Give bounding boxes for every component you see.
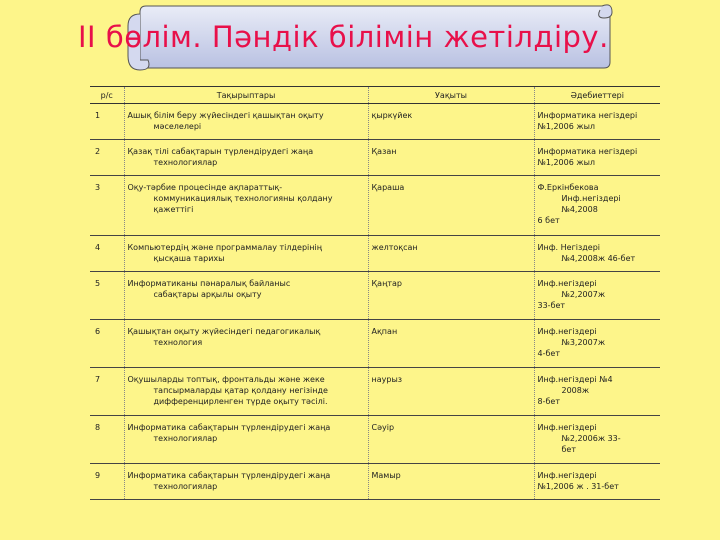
literature-line: Инф. Негіздері	[537, 243, 601, 252]
row-literature	[534, 464, 660, 500]
header-literature: Әдебиеттері	[534, 87, 660, 104]
literature-line: №1,2006 ж . 31-бет	[537, 482, 619, 491]
row-literature	[534, 272, 660, 320]
topic-line: Компьютердің және программалау тілдерінің	[127, 243, 322, 252]
row-topic	[124, 176, 368, 236]
table-header-row	[90, 87, 660, 104]
topic-line: қысқаша тарихы	[153, 254, 225, 263]
topic-line: сабақтары арқылы оқыту	[153, 290, 262, 299]
table-row	[90, 320, 660, 368]
literature-line: №2,2006ж 33-	[561, 434, 621, 443]
row-topic	[124, 272, 368, 320]
topic-line: қажеттігі	[153, 205, 194, 214]
row-number: 1	[90, 104, 124, 140]
table-row	[90, 368, 660, 416]
topic-line: мәселелері	[153, 122, 202, 131]
literature-line: №3,2007ж	[561, 338, 606, 347]
topic-line: технологиялар	[153, 482, 218, 491]
literature-line: №4,2008ж 46-бет	[561, 254, 636, 263]
literature-line: Инф.негіздері	[537, 279, 597, 288]
row-time: Мамыр	[368, 464, 534, 500]
literature-line: №2,2007ж	[561, 290, 606, 299]
topic-line: Информатика сабақтарын түрлендірудегі жаңа	[127, 423, 331, 432]
topic-line: Оқу-тәрбие процесінде ақпараттық-	[127, 183, 283, 192]
row-number: 2	[90, 140, 124, 176]
header-number: р/с	[90, 87, 124, 104]
row-number: 8	[90, 416, 124, 464]
row-topic	[124, 104, 368, 140]
table-row	[90, 272, 660, 320]
topic-line: Ашық білім беру жүйесіндегі қашықтан оқыту	[127, 111, 324, 120]
row-number: 6	[90, 320, 124, 368]
topic-line: технология	[153, 338, 203, 347]
row-number: 7	[90, 368, 124, 416]
row-literature	[534, 104, 660, 140]
literature-line: 6 бет	[537, 216, 560, 225]
row-time: Ақпан	[368, 320, 534, 368]
topic-line: Қашықтан оқыту жүйесіндегі педагогикалық	[127, 327, 321, 336]
table-row	[90, 236, 660, 272]
header-topic: Тақырыптары	[124, 87, 368, 104]
literature-line: №4,2008	[561, 205, 598, 214]
topic-line: Информатика сабақтарын түрлендірудегі жаңа	[127, 471, 331, 480]
row-topic	[124, 416, 368, 464]
table-row	[90, 416, 660, 464]
row-time: Қаңтар	[368, 272, 534, 320]
topic-line: Қазақ тілі сабақтарын түрлендірудегі жаңа	[127, 147, 314, 156]
table-row	[90, 140, 660, 176]
row-number: 3	[90, 176, 124, 236]
literature-line: Инф.негіздері №4	[537, 375, 613, 384]
row-time: Қараша	[368, 176, 534, 236]
topic-line: Информатиканы пәнаралық байланыс	[127, 279, 291, 288]
page-title: II бөлім. Пәндік білімін жетілдіру.	[78, 20, 609, 54]
topic-line: технологиялар	[153, 434, 218, 443]
row-literature	[534, 368, 660, 416]
literature-line: 8-бет	[537, 397, 560, 406]
topic-line: тапсырмаларды қатар қолдану негізінде	[153, 386, 328, 395]
row-time: қыркүйек	[368, 104, 534, 140]
header-time: Уақыты	[368, 87, 534, 104]
row-literature	[534, 320, 660, 368]
literature-line: Информатика негіздері	[537, 147, 638, 156]
row-literature	[534, 176, 660, 236]
row-topic	[124, 320, 368, 368]
row-literature	[534, 416, 660, 464]
row-literature	[534, 140, 660, 176]
row-topic	[124, 464, 368, 500]
row-topic	[124, 236, 368, 272]
topic-line: дифференцирленген түрде оқыту тәсілі.	[153, 397, 328, 406]
row-number: 4	[90, 236, 124, 272]
table-row	[90, 464, 660, 500]
literature-line: 33-бет	[537, 301, 566, 310]
row-number: 9	[90, 464, 124, 500]
topic-line: коммуникациялық технологияны қолдану	[153, 194, 333, 203]
literature-line: Ф.Еркінбекова	[537, 183, 599, 192]
table-row	[90, 176, 660, 236]
row-number: 5	[90, 272, 124, 320]
row-time: желтоқсан	[368, 236, 534, 272]
literature-line: Инф.негіздері	[537, 327, 597, 336]
literature-line: Информатика негіздері	[537, 111, 638, 120]
literature-line: №1,2006 жыл	[537, 122, 595, 131]
topics-table	[90, 86, 660, 500]
row-time: наурыз	[368, 368, 534, 416]
row-topic	[124, 368, 368, 416]
row-time: Сәуір	[368, 416, 534, 464]
literature-line: Инф.негіздері	[537, 471, 597, 480]
table-row	[90, 104, 660, 140]
literature-line: 2008ж	[561, 386, 590, 395]
row-time: Қазан	[368, 140, 534, 176]
literature-line: 4-бет	[537, 349, 560, 358]
literature-line: №1,2006 жыл	[537, 158, 595, 167]
row-topic	[124, 140, 368, 176]
literature-line: бет	[561, 445, 577, 454]
literature-line: Инф.негіздері	[537, 423, 597, 432]
topic-line: технологиялар	[153, 158, 218, 167]
row-literature	[534, 236, 660, 272]
topic-line: Оқушыларды топтық, фронтальды және жеке	[127, 375, 325, 384]
literature-line: Инф.негіздері	[561, 194, 621, 203]
